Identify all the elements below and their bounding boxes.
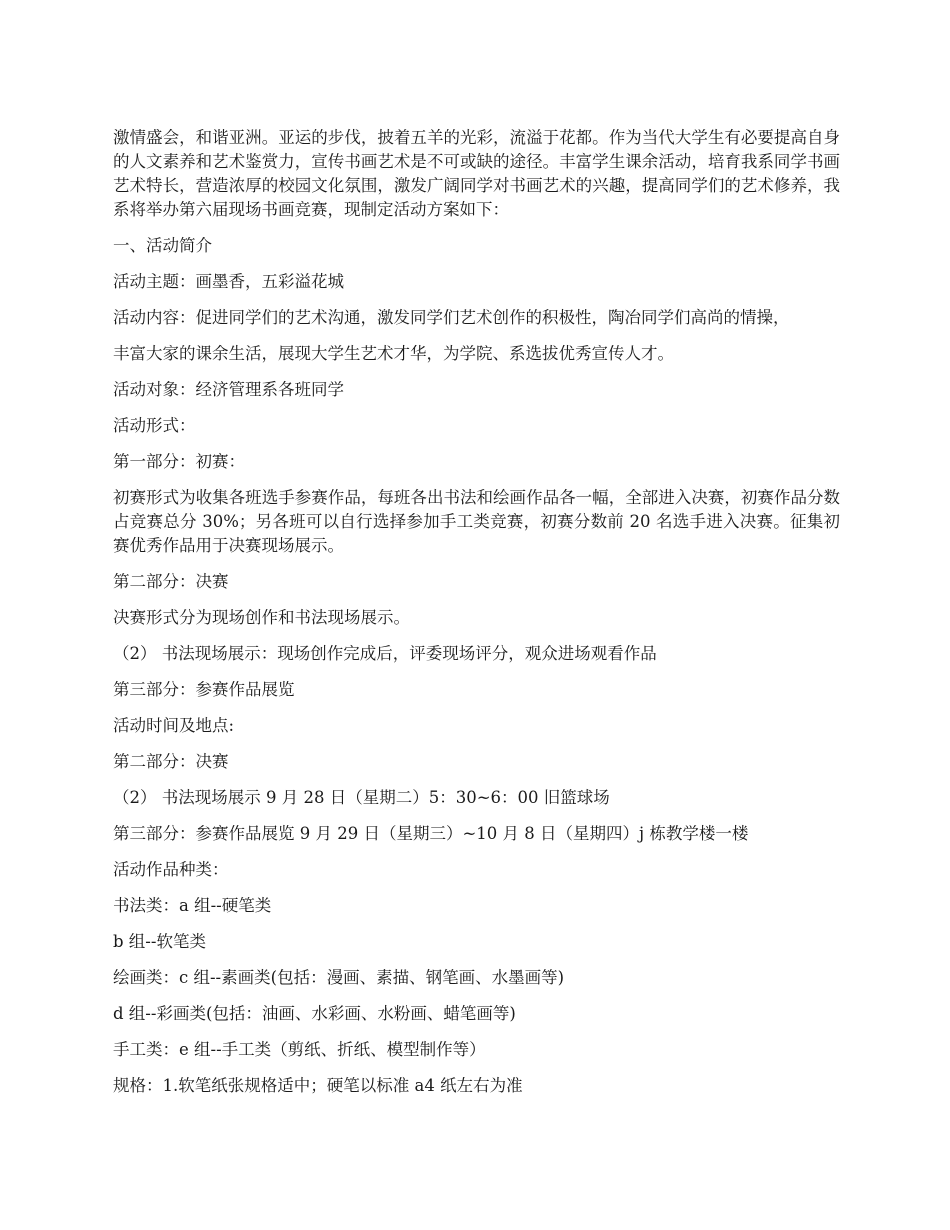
painting-group-d: d 组--彩画类(包括：油画、水彩画、水粉画、蜡笔画等) (113, 1004, 516, 1023)
time-and-place-heading: 活动时间及地点: (113, 716, 235, 735)
final-description: 决赛形式分为现场创作和书法现场展示。 (113, 608, 410, 627)
intro-paragraph: 激情盛会，和谐亚洲。亚运的步伐，披着五羊的光彩，流溢于花都。作为当代大学生有必要提高自身的人文素养和艺术鉴赏力，宣传书画艺术是不可或缺的途径。丰富学生课余活动，培育我系同学书画艺术特长，营造浓厚的校园文化氛围，激发广阔同学对书画艺术的兴趣，提高同学们的艺术修养，我系将举办第六届现场书画竞赛，现制定活动方案如下： (113, 128, 840, 219)
part-two-heading: 第二部分：决赛 (113, 572, 229, 591)
specifications: 规格：1.软笔纸张规格适中；硬笔以标准 a4 纸左右为准 (113, 1076, 523, 1095)
part-three-heading: 第三部分：参赛作品展览 (113, 680, 295, 699)
preliminary-description: 初赛形式为收集各班选手参赛作品，每班各出书法和绘画作品各一幅，全部进入决赛，初赛作品分数占竞赛总分 30%；另各班可以自行选择参加手工类竞赛，初赛分数前 20 名选手进入决赛。征集初赛优秀作品用于决赛现场展示。 (113, 488, 840, 555)
exhibition-schedule: 第三部分：参赛作品展览 9 月 29 日（星期三）~10 月 8 日（星期四）j 栋教学楼一楼 (113, 824, 749, 843)
calligraphy-group-b: b 组--软笔类 (113, 932, 206, 951)
work-categories-heading: 活动作品种类： (113, 860, 229, 879)
calligraphy-group-a: 书法类：a 组--硬笔类 (113, 896, 272, 915)
activity-format: 活动形式： (113, 416, 196, 435)
handcraft-group-e: 手工类：e 组--手工类（剪纸、折纸、模型制作等） (113, 1040, 486, 1059)
part-one-heading: 第一部分：初赛： (113, 452, 245, 471)
document-body (113, 126, 840, 1110)
painting-group-c: 绘画类：c 组--素画类(包括：漫画、素描、钢笔画、水墨画等) (113, 968, 565, 987)
part-two-heading-repeat: 第二部分：决赛 (113, 752, 229, 771)
activity-theme: 活动主题：画墨香，五彩溢花城 (113, 272, 344, 291)
activity-content: 活动内容：促进同学们的艺术沟通，激发同学们艺术创作的积极性，陶冶同学们高尚的情操， (113, 308, 790, 327)
calligraphy-display-note: （2） 书法现场展示：现场创作完成后，评委现场评分，观众进场观看作品 (113, 644, 657, 663)
section-heading-activity-intro: 一、活动简介 (113, 236, 212, 255)
activity-target: 活动对象：经济管理系各班同学 (113, 380, 344, 399)
activity-content-continued: 丰富大家的课余生活，展现大学生艺术才华，为学院、系选拔优秀宣传人才。 (113, 344, 674, 363)
calligraphy-display-schedule: （2） 书法现场展示 9 月 28 日（星期二）5：30~6：00 旧篮球场 (113, 788, 610, 807)
